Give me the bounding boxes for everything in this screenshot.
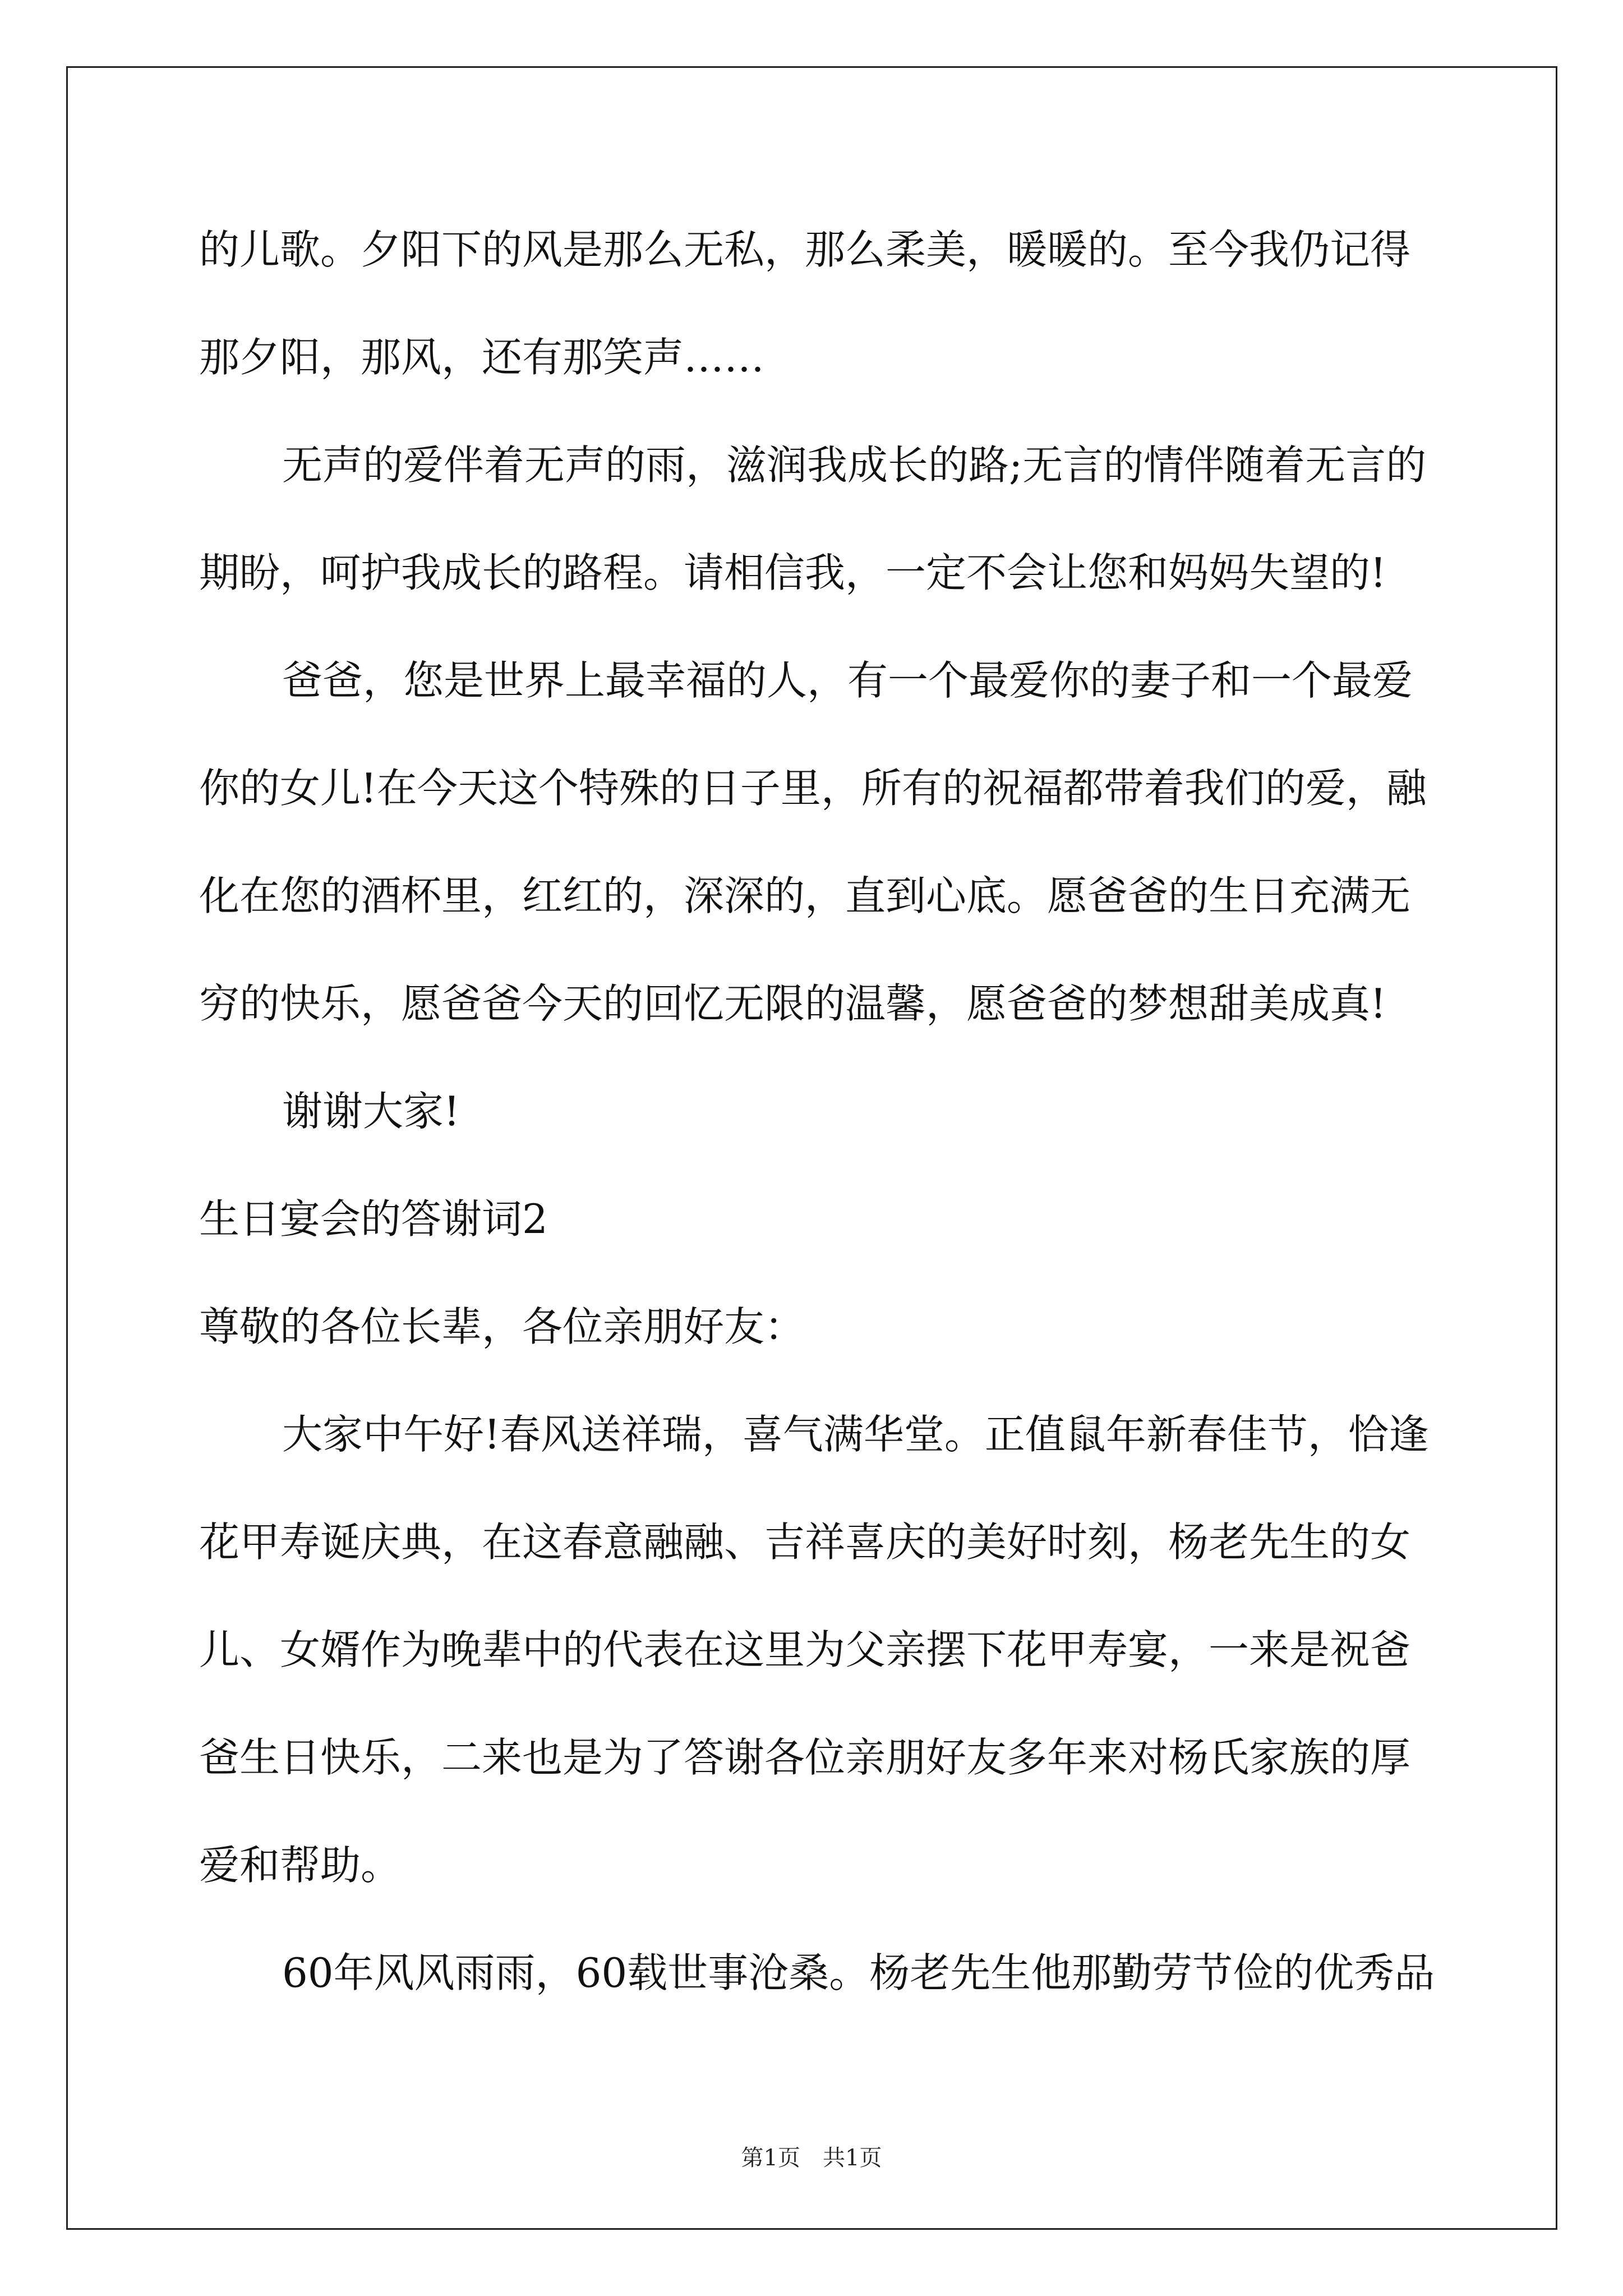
- section-heading: 生日宴会的答谢词2: [199, 1195, 548, 1243]
- text-line: 你的女儿!在今天这个特殊的日子里，所有的祝福都带着我们的爱，融: [199, 765, 1427, 812]
- text-line: 期盼，呵护我成长的路程。请相信我，一定不会让您和妈妈失望的!: [199, 549, 1386, 596]
- text-line: 爱和帮助。: [199, 1842, 402, 1889]
- text-line: 60年风风雨雨，60载世事沧桑。杨老先生他那勤劳节俭的优秀品: [282, 1949, 1435, 1996]
- text-line: 爸爸，您是世界上最幸福的人，有一个最爱你的妻子和一个最爱: [282, 657, 1413, 704]
- text-line: 大家中午好!春风送祥瑞，喜气满华堂。正值鼠年新春佳节，恰逢: [282, 1411, 1429, 1458]
- text-line: 无声的爱伴着无声的雨，滋润我成长的路;无言的情伴随着无言的: [282, 441, 1427, 489]
- text-line: 化在您的酒杯里，红红的，深深的，直到心底。愿爸爸的生日充满无: [199, 872, 1411, 919]
- text-line: 花甲寿诞庆典，在这春意融融、吉祥喜庆的美好时刻，杨老先生的女: [199, 1519, 1411, 1566]
- text-line: 穷的快乐，愿爸爸今天的回忆无限的温馨，愿爸爸的梦想甜美成真!: [199, 980, 1386, 1027]
- text-line: 的儿歌。夕阳下的风是那么无私，那么柔美，暖暖的。至今我仍记得: [199, 226, 1411, 273]
- text-line: 那夕阳，那风，还有那笑声……: [199, 334, 765, 381]
- page-number: 第1页 共1页: [741, 2145, 882, 2171]
- salutation: 尊敬的各位长辈，各位亲朋好友：: [199, 1303, 805, 1350]
- text-line: 爸生日快乐，二来也是为了答谢各位亲朋好友多年来对杨氏家族的厚: [199, 1734, 1411, 1781]
- text-line: 儿、女婿作为晚辈中的代表在这里为父亲摆下花甲寿宴，一来是祝爸: [199, 1626, 1411, 1673]
- document-body: [199, 216, 1433, 2047]
- text-line: 谢谢大家!: [282, 1088, 460, 1135]
